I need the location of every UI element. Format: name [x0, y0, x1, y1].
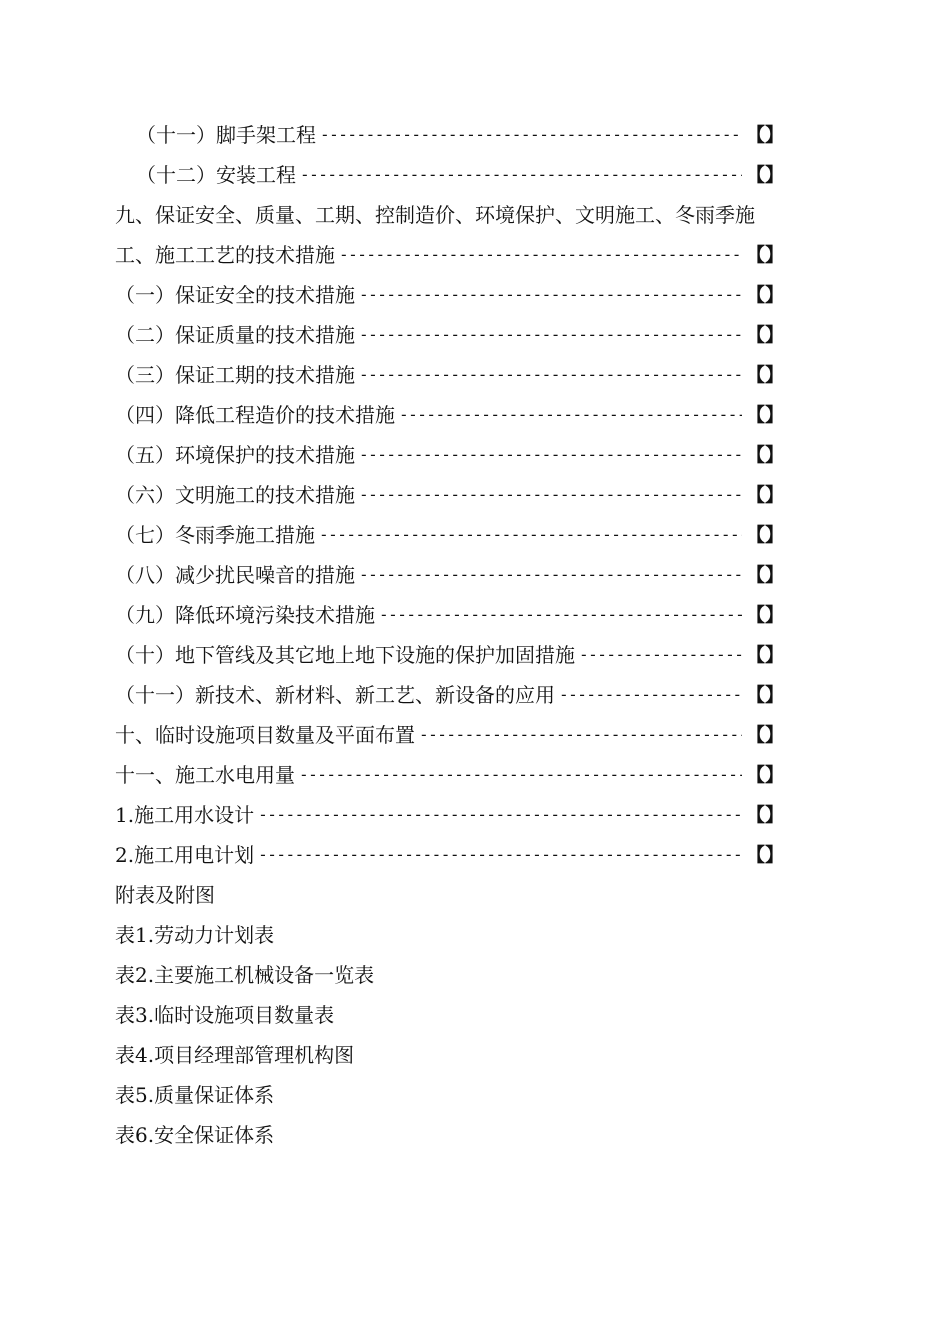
- toc-leader: [359, 560, 742, 590]
- toc-entry: [115, 720, 785, 750]
- toc-leader: [339, 240, 742, 270]
- toc-page-ref: 【】: [746, 764, 785, 786]
- toc-page-ref: 【】: [746, 804, 785, 826]
- toc-page-ref: 【】: [746, 244, 785, 266]
- toc-entry-title: （十一）脚手架工程: [136, 123, 316, 147]
- toc-entry: [115, 560, 785, 590]
- toc-entry-title: （四）降低工程造价的技术措施: [115, 403, 395, 427]
- toc-entry-title: 1.施工用水设计: [115, 803, 255, 827]
- toc-entry-title: 十一、施工水电用量: [115, 763, 295, 787]
- toc-entry-title: （十）地下管线及其它地上地下设施的保护加固措施: [115, 643, 575, 667]
- toc-entry: [115, 520, 785, 550]
- toc-entry: [115, 360, 785, 390]
- appendix-item: 表2.主要施工机械设备一览表: [115, 963, 375, 987]
- toc-page-ref: 【】: [746, 324, 785, 346]
- toc-entry-title: 十、临时设施项目数量及平面布置: [115, 723, 415, 747]
- toc-entry-title: 九、保证安全、质量、工期、控制造价、环境保护、文明施工、冬雨季施: [115, 203, 755, 227]
- toc-leader: [359, 320, 742, 350]
- toc-entry: [136, 120, 785, 150]
- toc-leader: [399, 400, 742, 430]
- toc-entry: [115, 480, 785, 510]
- toc-entry-title: 工、施工工艺的技术措施: [115, 243, 335, 267]
- toc-entry-title: （三）保证工期的技术措施: [115, 363, 355, 387]
- toc-entry-title: （二）保证质量的技术措施: [115, 323, 355, 347]
- toc-leader: [319, 520, 742, 550]
- appendix-item: 表1.劳动力计划表: [115, 923, 275, 947]
- toc-page-ref: 【】: [746, 564, 785, 586]
- toc-entry-title: （十二）安装工程: [136, 163, 296, 187]
- toc-entry: [115, 800, 785, 830]
- toc-entry: [115, 400, 785, 430]
- toc-entry: [115, 760, 785, 790]
- toc-entry-title: （一）保证安全的技术措施: [115, 283, 355, 307]
- toc-page-ref: 【】: [746, 124, 785, 146]
- appendix-item: 表4.项目经理部管理机构图: [115, 1043, 355, 1067]
- appendix-heading: 附表及附图: [115, 883, 215, 907]
- toc-page-ref: 【】: [746, 604, 785, 626]
- toc-page-ref: 【】: [746, 844, 785, 866]
- toc-entry-title: （七）冬雨季施工措施: [115, 523, 315, 547]
- toc-entry-title: （五）环境保护的技术措施: [115, 443, 355, 467]
- toc-entry-title: （九）降低环境污染技术措施: [115, 603, 375, 627]
- toc-page-ref: 【】: [746, 284, 785, 306]
- toc-page-ref: 【】: [746, 684, 785, 706]
- toc-entry: [115, 640, 785, 670]
- toc-entry-title: 2.施工用电计划: [115, 843, 255, 867]
- toc-page-ref: 【】: [746, 444, 785, 466]
- toc-leader: [359, 360, 742, 390]
- toc-entry: [115, 600, 785, 630]
- toc-entry: [115, 240, 785, 270]
- toc-leader: [379, 600, 742, 630]
- toc-leader: [299, 760, 742, 790]
- toc-page-ref: 【】: [746, 524, 785, 546]
- toc-page-ref: 【】: [746, 484, 785, 506]
- toc-leader: [579, 640, 742, 670]
- toc-page-ref: 【】: [746, 364, 785, 386]
- toc-leader: [559, 680, 742, 710]
- toc-leader: [258, 800, 742, 830]
- toc-entry: [115, 440, 785, 470]
- toc-leader: [419, 720, 742, 750]
- toc-leader: [320, 120, 742, 150]
- toc-page-ref: 【】: [746, 164, 785, 186]
- toc-page-ref: 【】: [746, 644, 785, 666]
- toc-page-ref: 【】: [746, 404, 785, 426]
- toc-entry: [115, 840, 785, 870]
- toc-entry: [115, 280, 785, 310]
- toc-leader: [359, 440, 742, 470]
- toc-entry-title: （八）减少扰民噪音的措施: [115, 563, 355, 587]
- toc-leader: [359, 480, 742, 510]
- toc-entry: [136, 160, 785, 190]
- toc-leader: [300, 160, 742, 190]
- toc-leader: [359, 280, 742, 310]
- appendix-item: 表5.质量保证体系: [115, 1083, 275, 1107]
- toc-leader: [258, 840, 742, 870]
- appendix-item: 表6.安全保证体系: [115, 1123, 275, 1147]
- toc-entry: [115, 680, 785, 710]
- toc-entry-wrapped: [115, 200, 835, 230]
- toc-entry: [115, 320, 785, 350]
- toc-entry-title: （十一）新技术、新材料、新工艺、新设备的应用: [115, 683, 555, 707]
- appendix-item: 表3.临时设施项目数量表: [115, 1003, 335, 1027]
- toc-page-ref: 【】: [746, 724, 785, 746]
- toc-entry-title: （六）文明施工的技术措施: [115, 483, 355, 507]
